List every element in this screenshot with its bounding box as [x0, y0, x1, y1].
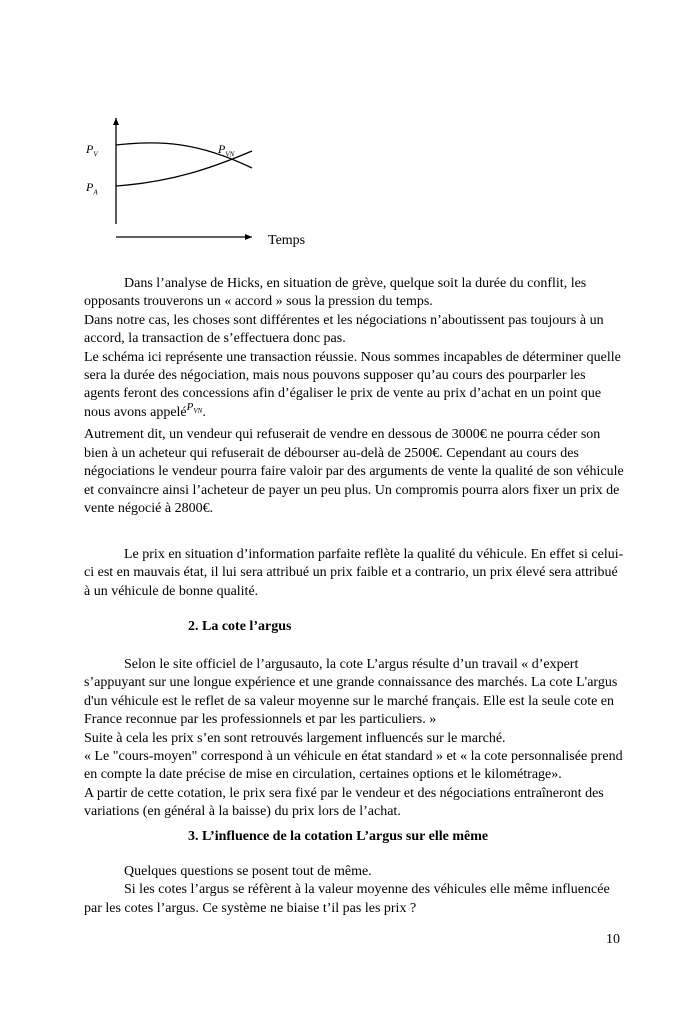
- hicks-paragraph-block: [84, 275, 624, 518]
- negotiation-diagram: [80, 112, 320, 252]
- paragraph-information: Le prix en situation d’information parfaite reflète la qualité du véhicule. En effet si celui-ci est en mauvais état, il lui sera attribué un prix faible et a contrario, un prix élevé sera attribué à un véhicule de bonne qualité.: [84, 547, 624, 599]
- paragraph-notre-cas: Dans notre cas, les choses sont différentes et les négociations n’aboutissent pas toujours à un accord, la transaction de s’effectuera donc pas.: [84, 312, 604, 347]
- paragraph-cotation: A partir de cette cotation, le prix sera fixé par le vendeur et des négociations entraîneront des variations (en général à la baisse) du prix lors de l’achat.: [84, 785, 604, 820]
- paragraph-autrement-dit: Autrement dit, un vendeur qui refuserait de vendre en dessous de 3000€ ne pourra céder son bien à un acheteur qui refuserait de débourser au-delà de 2500€. Cependant au cours des négociations le vendeur pourra faire valoir par des arguments de vente la qualité de son véhicule et convaincre ainsi l’acheteur de payer un peu plus. Un compromis pourra alors fixer un prix de vente négocié à 2800€.: [84, 427, 624, 517]
- paragraph-schema: Le schéma ici représente une transaction réussie. Nous sommes incapables de déterminer quelle sera la durée des négociation, mais nous pouvons supposer qu’au cours des pourparler les agents feront des concessions afin d’égaliser le prix de vente au prix d’achat en un point que nous avons appelé$^{P_{VN}}$.: [84, 349, 621, 420]
- section-heading-influence: 3. L’influence de la cotation L’argus sur elle même: [188, 829, 489, 844]
- label-pa: $P_A$: [86, 180, 98, 197]
- x-axis-label: Temps: [268, 233, 306, 248]
- paragraph-cours-moyen: « Le "cours-moyen" correspond à un véhicule en état standard » et « la cote personnalisée prend en compte la date précise de mise en circulation, certaines options et le kilométrage».: [84, 749, 623, 783]
- section3-text-block: [84, 863, 624, 918]
- label-pv: $P_V$: [86, 142, 98, 159]
- page-number: 10: [606, 932, 620, 947]
- paragraph-suite: Suite à cela les prix s’en sont retrouvés largement influencés sur le marché.: [84, 730, 506, 746]
- paragraph-biais: Si les cotes l’argus se réfèrent à la valeur moyenne des véhicules elle même influencée par les cotes l’argus. Ce système ne biaise t’il pas les prix ?: [84, 882, 610, 916]
- label-pvn: $P_{VN}$: [218, 142, 235, 159]
- inline-pvn-symbol: PVN: [186, 400, 203, 416]
- paragraph-argusauto: Selon le site officiel de l’argusauto, la cote L’argus résulte d’un travail « d’expert s’appuyant sur une longue expérience et une grande connaissance des marchés. La cote L'argus d'un véhicule est le reflet de sa valeur moyenne sur le marché français. Elle est la seule cote en France reconnue par les professionnels et par les particuliers. »: [84, 657, 618, 728]
- diagram-svg: [80, 112, 320, 252]
- section-heading-cote-argus: 2. La cote l’argus: [188, 619, 292, 634]
- paragraph-hicks: Dans l’analyse de Hicks, en situation de grève, quelque soit la durée du conflit, les opposants trouverons un « accord » sous la pression du temps.: [84, 276, 587, 310]
- information-paragraph-block: [84, 546, 624, 601]
- paragraph-questions: Quelques questions se posent tout de même.: [124, 864, 372, 879]
- section2-text-block: [84, 656, 624, 822]
